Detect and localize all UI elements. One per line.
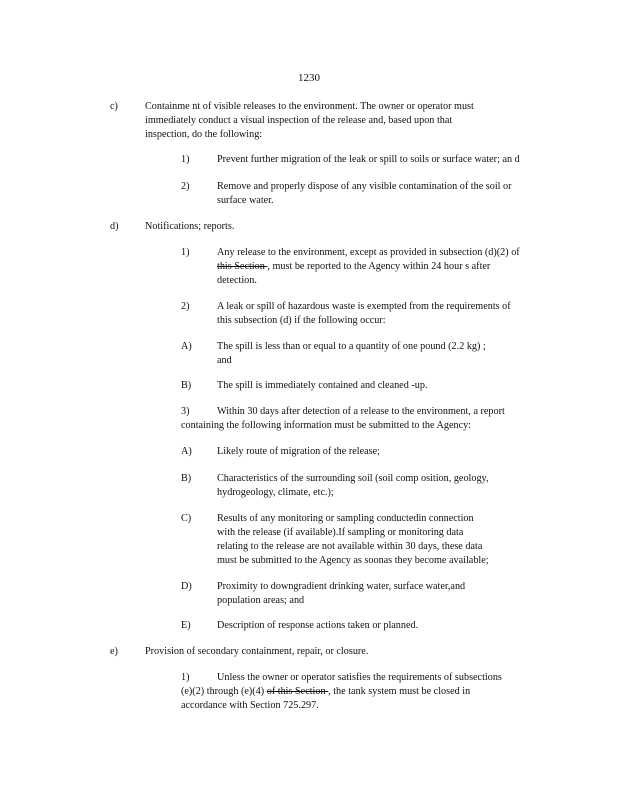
item-d3d-label: D) [181, 581, 192, 592]
item-e1-label: 1) [181, 672, 190, 683]
struck-text: of this Section [266, 686, 329, 697]
item-d3d-line-2: population areas; and [217, 595, 305, 606]
item-c-line-2: immediately conduct a visual inspection of the release and, based upon that [145, 115, 453, 126]
item-c-label: c) [110, 101, 118, 112]
item-d3c-label: C) [181, 513, 192, 524]
item-d1-label: 1) [181, 247, 190, 258]
item-d3b-line-2: hydrogeology, climate, etc.); [217, 487, 334, 498]
item-e-label: e) [110, 646, 118, 657]
item-c1-label: 1) [181, 154, 190, 165]
item-d3-label: 3) [181, 406, 190, 417]
item-e1-line-3: accordance with Section 725.297. [181, 700, 319, 711]
item-e1-line-1: Unless the owner or operator satisfies the requirements of subsections [217, 672, 502, 683]
item-c-line-1: Containme nt of visible releases to the environment. The owner or operator must [145, 101, 474, 112]
item-d3-line-1: Within 30 days after detection of a release to the environment, a report [217, 406, 505, 417]
item-d-label: d) [110, 221, 119, 232]
item-c2-line-2: surface water. [217, 195, 274, 206]
item-d3d-line-1: Proximity to downgradient drinking water, surface water,and [217, 581, 466, 592]
item-d2a-label: A) [181, 341, 192, 352]
item-e-line-1: Provision of secondary containment, repair, or closure. [145, 646, 369, 657]
item-d3b-line-1: Characteristics of the surrounding soil (soil comp osition, geology, [217, 473, 489, 484]
item-d3c-line-4: must be submitted to the Agency as soonas they become available; [217, 555, 489, 566]
item-d2-label: 2) [181, 301, 190, 312]
item-d2-line-1: A leak or spill of hazardous waste is exempted from the requirements of [217, 301, 511, 312]
item-d3c-line-3: relating to the release are not available within 30 days, these data [217, 541, 483, 552]
item-c2-label: 2) [181, 181, 190, 192]
item-c2-line-1: Remove and properly dispose of any visible contamination of the soil or [217, 181, 512, 192]
item-d2-line-2: this subsection (d) if the following occur: [217, 315, 386, 326]
item-d3c-line-1: Results of any monitoring or sampling conductedin connection [217, 513, 474, 524]
item-e1-line-2-rest: , the tank system must be closed in [328, 686, 471, 697]
item-d1-line-2 [217, 260, 490, 274]
item-d3b-label: B) [181, 473, 192, 484]
item-c-line-3: inspection, do the following: [145, 129, 263, 140]
item-d3a-line-1: Likely route of migration of the release; [217, 446, 380, 457]
item-e1-line-2 [181, 685, 470, 699]
struck-text: this Section [217, 261, 268, 272]
item-c1-line-1: Prevent further migration of the leak or spill to soils or surface water; an d [217, 154, 520, 165]
item-d3e-line-1: Description of response actions taken or planned. [217, 620, 419, 631]
item-d3-line-2: containing the following information must be submitted to the Agency: [181, 420, 472, 431]
item-d2b-line-1: The spill is immediately contained and cleaned -up. [217, 380, 428, 391]
item-d3a-label: A) [181, 446, 192, 457]
item-d2a-line-1: The spill is less than or equal to a quantity of one pound (2.2 kg) ; [217, 341, 486, 352]
page-number: 1230 [298, 72, 320, 84]
item-d1-line-1: Any release to the environment, except as provided in subsection (d)(2) of [217, 247, 520, 258]
item-d1-line-2-rest: , must be reported to the Agency within 24 hour s after [267, 261, 491, 272]
item-d3c-line-2: with the release (if available).If sampling or monitoring data [217, 527, 464, 538]
item-d2b-label: B) [181, 380, 192, 391]
item-d1-line-3: detection. [217, 275, 257, 286]
item-d-line-1: Notifications; reports. [145, 221, 235, 232]
item-d2a-line-2: and [217, 355, 232, 366]
item-e1-line-2-pre: (e)(2) through (e)(4) [181, 686, 267, 697]
item-d3e-label: E) [181, 620, 191, 631]
